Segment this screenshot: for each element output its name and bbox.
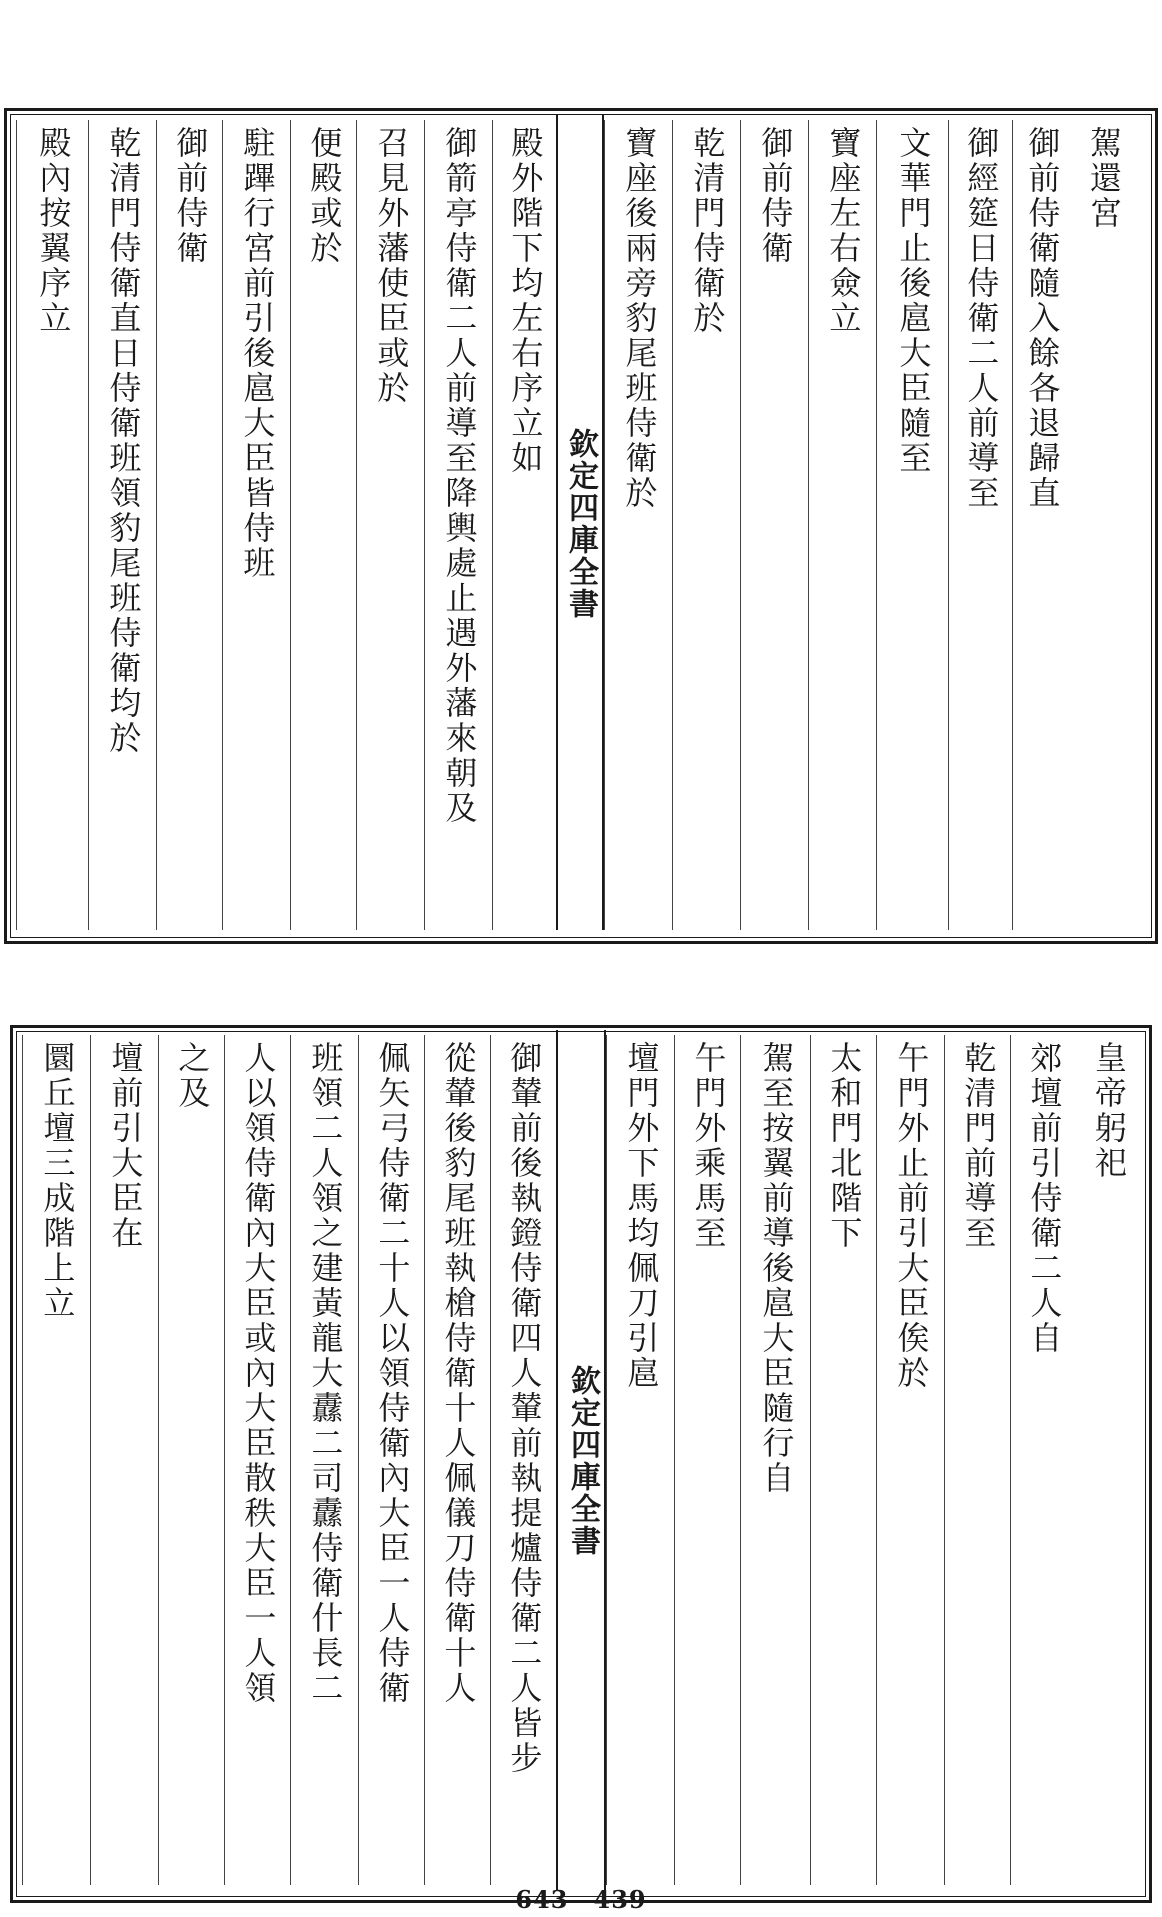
spine-banner [556,1030,606,1890]
text-column [492,120,556,930]
column-text: 寶座後兩旁豹尾班侍衛於 [620,126,659,511]
column-text: 御經筵日侍衛二人前導至 [962,126,1001,511]
text-column [944,1035,1010,1885]
text-column [158,1035,224,1885]
text-column [224,1035,290,1885]
column-text: 駕至按翼前導後扈大臣隨行自 [757,1041,796,1496]
text-column [948,120,1012,930]
column-text: 駕還宮 [1084,126,1123,231]
column-text: 御前侍衛 [756,126,795,266]
text-column [1012,120,1070,930]
column-text: 殿外階下均左右序立如 [506,126,545,476]
column-text: 乾清門侍衛於 [688,126,727,336]
column-text: 殿內按翼序立 [34,126,73,336]
column-text: 乾清門前導至 [959,1041,998,1251]
text-column [424,1035,490,1885]
text-column [424,120,492,930]
text-column [22,1035,90,1885]
column-text: 從輦後豹尾班執槍侍衛十人佩儀刀侍衛十人 [439,1041,478,1706]
column-text: 召見外藩使臣或於 [372,126,411,406]
top-page [0,0,1162,950]
text-column [88,120,156,930]
column-text: 皇帝躬祀 [1089,1041,1128,1181]
text-column [1010,1035,1076,1885]
column-text: 便殿或於 [305,126,344,266]
column-text: 御輦前後執鐙侍衛四人輦前執提爐侍衛二人皆步 [505,1041,544,1776]
text-column [490,1035,556,1885]
column-text: 御前侍衛 [171,126,210,266]
text-column [16,120,88,930]
column-text: 乾清門侍衛直日侍衛班領豹尾班侍衛均於 [104,126,143,756]
text-column [810,1035,876,1885]
text-column [606,1035,674,1885]
text-column [290,120,356,930]
column-text: 太和門北階下 [825,1041,864,1251]
text-column [740,120,808,930]
column-text: 壇前引大臣在 [106,1041,145,1251]
spine-subtitle [556,454,558,591]
spine-title: 欽定四庫全書 [565,1365,600,1557]
text-column [672,120,740,930]
text-column [604,120,672,930]
column-text: 班領二人領之建黃龍大纛二司纛侍衛什長二 [306,1041,345,1706]
column-text: 文華門止後扈大臣隨至 [894,126,933,476]
text-column [1070,120,1136,930]
spine-banner [556,115,604,930]
text-column [222,120,290,930]
text-column [876,120,948,930]
column-text: 駐蹕行宮前引後扈大臣皆侍班 [238,126,277,581]
page-number: 643—439 [515,1885,647,1914]
column-text: 郊壇前引侍衛二人自 [1025,1041,1064,1356]
text-column [1076,1035,1140,1885]
text-column [674,1035,740,1885]
column-text: 之及 [173,1041,212,1111]
text-column [156,120,222,930]
text-column [358,1035,424,1885]
bottom-page [0,975,1162,1917]
spine-subtitle: 皇朝通典 卷六十八 [556,1391,558,1529]
column-text: 寶座左右僉立 [824,126,863,336]
text-column [90,1035,158,1885]
text-column [740,1035,810,1885]
text-column [876,1035,944,1885]
text-column [356,120,424,930]
text-column [808,120,876,930]
spine-title: 欽定四庫全書 [563,427,598,620]
column-text: 午門外乘馬至 [689,1041,728,1251]
column-text: 午門外止前引大臣俟於 [892,1041,931,1391]
column-text: 御箭亭侍衛二人前導至降輿處止遇外藩來朝及 [440,126,479,826]
column-text: 御前侍衛隨入餘各退歸直 [1023,126,1062,511]
column-text: 佩矢弓侍衛二十人以領侍衛內大臣一人侍衛 [373,1041,412,1706]
column-text: 人以領侍衛內大臣或內大臣散秩大臣一人領 [239,1041,278,1706]
column-text: 壇門外下馬均佩刀引扈 [622,1041,661,1391]
text-column [290,1035,358,1885]
column-text: 圜丘壇三成階上立 [38,1041,77,1321]
